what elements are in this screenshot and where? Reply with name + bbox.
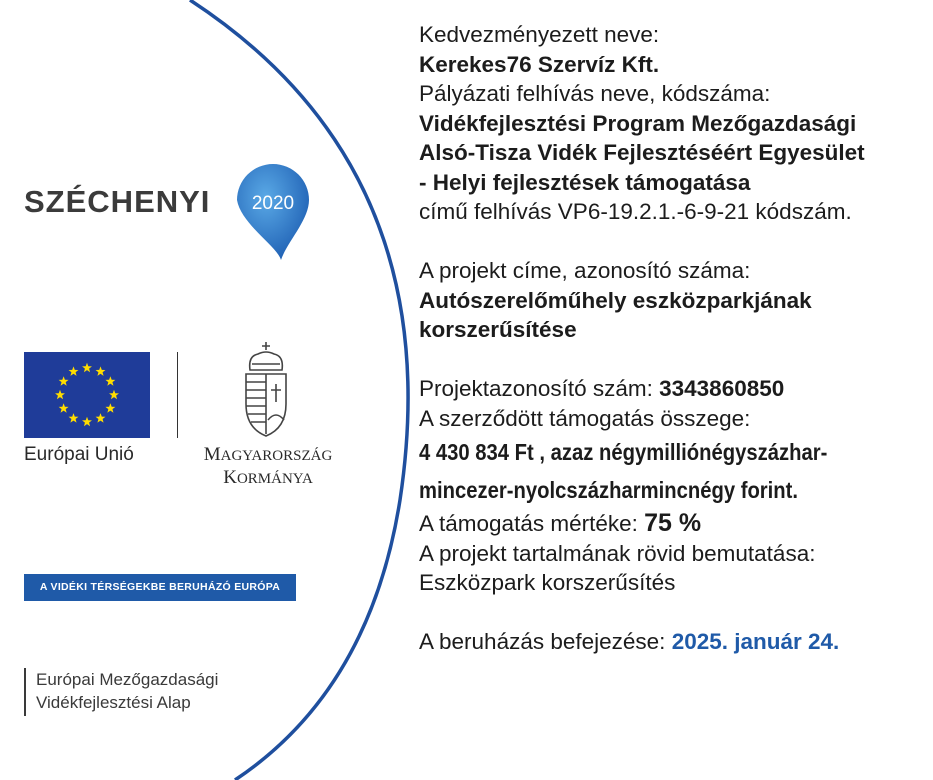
summary-label: A projekt tartalmának rövid bemutatása: [419, 540, 816, 566]
rate-label: A támogatás mértéke: [419, 511, 638, 536]
completion-row [419, 627, 919, 657]
beneficiary-label: Kedvezményezett neve: [419, 22, 660, 47]
fund-line-1: Európai Mezőgazdasági [36, 670, 219, 689]
grant-label: A szerződött támogatás összege: [419, 405, 751, 431]
szechenyi-text: SZÉCHENYI [24, 184, 211, 219]
call-label: Pályázati felhívás neve, kódszáma: [419, 81, 771, 106]
location-pin-icon [221, 162, 325, 266]
fund-label [24, 668, 218, 716]
grant-amount-line: 4 430 834 Ft , azaz négymilliónégyszázhar- [419, 439, 828, 465]
project-id-label: Projektazonosító szám: [419, 376, 653, 401]
call-name-line: Vidékfejlesztési Program Mezőgazdasági [419, 110, 857, 136]
call-name-line: Alsó-Tisza Vidék Fejlesztéséért Egyesület [419, 140, 865, 165]
project-title-line: korszerűsítése [419, 317, 577, 342]
rate-row [419, 509, 919, 539]
project-title-line: Autószerelőműhely eszközparkjának [419, 287, 812, 313]
grant-amount-line: mincezer-nyolcszázharmincnégy forint. [419, 477, 799, 503]
summary-text: Eszközpark korszerűsítés [419, 570, 676, 595]
completion-label: A beruházás befejezése: [419, 629, 666, 654]
hungarian-coat-of-arms-icon [236, 340, 296, 440]
project-label: A projekt címe, azonosító száma: [419, 258, 751, 283]
call-code: című felhívás VP6-19.2.1.-6-9-21 kódszám. [419, 199, 852, 224]
project-info [419, 20, 919, 657]
call-name-line: - Helyi fejlesztések támogatása [419, 169, 751, 195]
project-id-row [419, 374, 919, 404]
completion-date: 2025. január 24. [671, 629, 840, 654]
rate-value: 75 % [644, 509, 702, 537]
szechenyi-2020-logo [24, 162, 324, 272]
eu-label: Európai Unió [24, 444, 134, 465]
eu-flag-icon [24, 352, 150, 438]
beneficiary-name: Kerekes76 Szervíz Kft. [419, 51, 660, 77]
fund-line-2: Vidékfejlesztési Alap [36, 693, 191, 712]
logo-divider [177, 352, 178, 438]
szechenyi-year: 2020 [251, 193, 295, 214]
project-id: 3343860850 [659, 376, 785, 401]
government-label: MAGYARORSZÁG KORMÁNYA [203, 444, 333, 488]
europe-investing-banner: A VIDÉKI TÉRSÉGEKBE BERUHÁZÓ EURÓPA [24, 574, 296, 601]
